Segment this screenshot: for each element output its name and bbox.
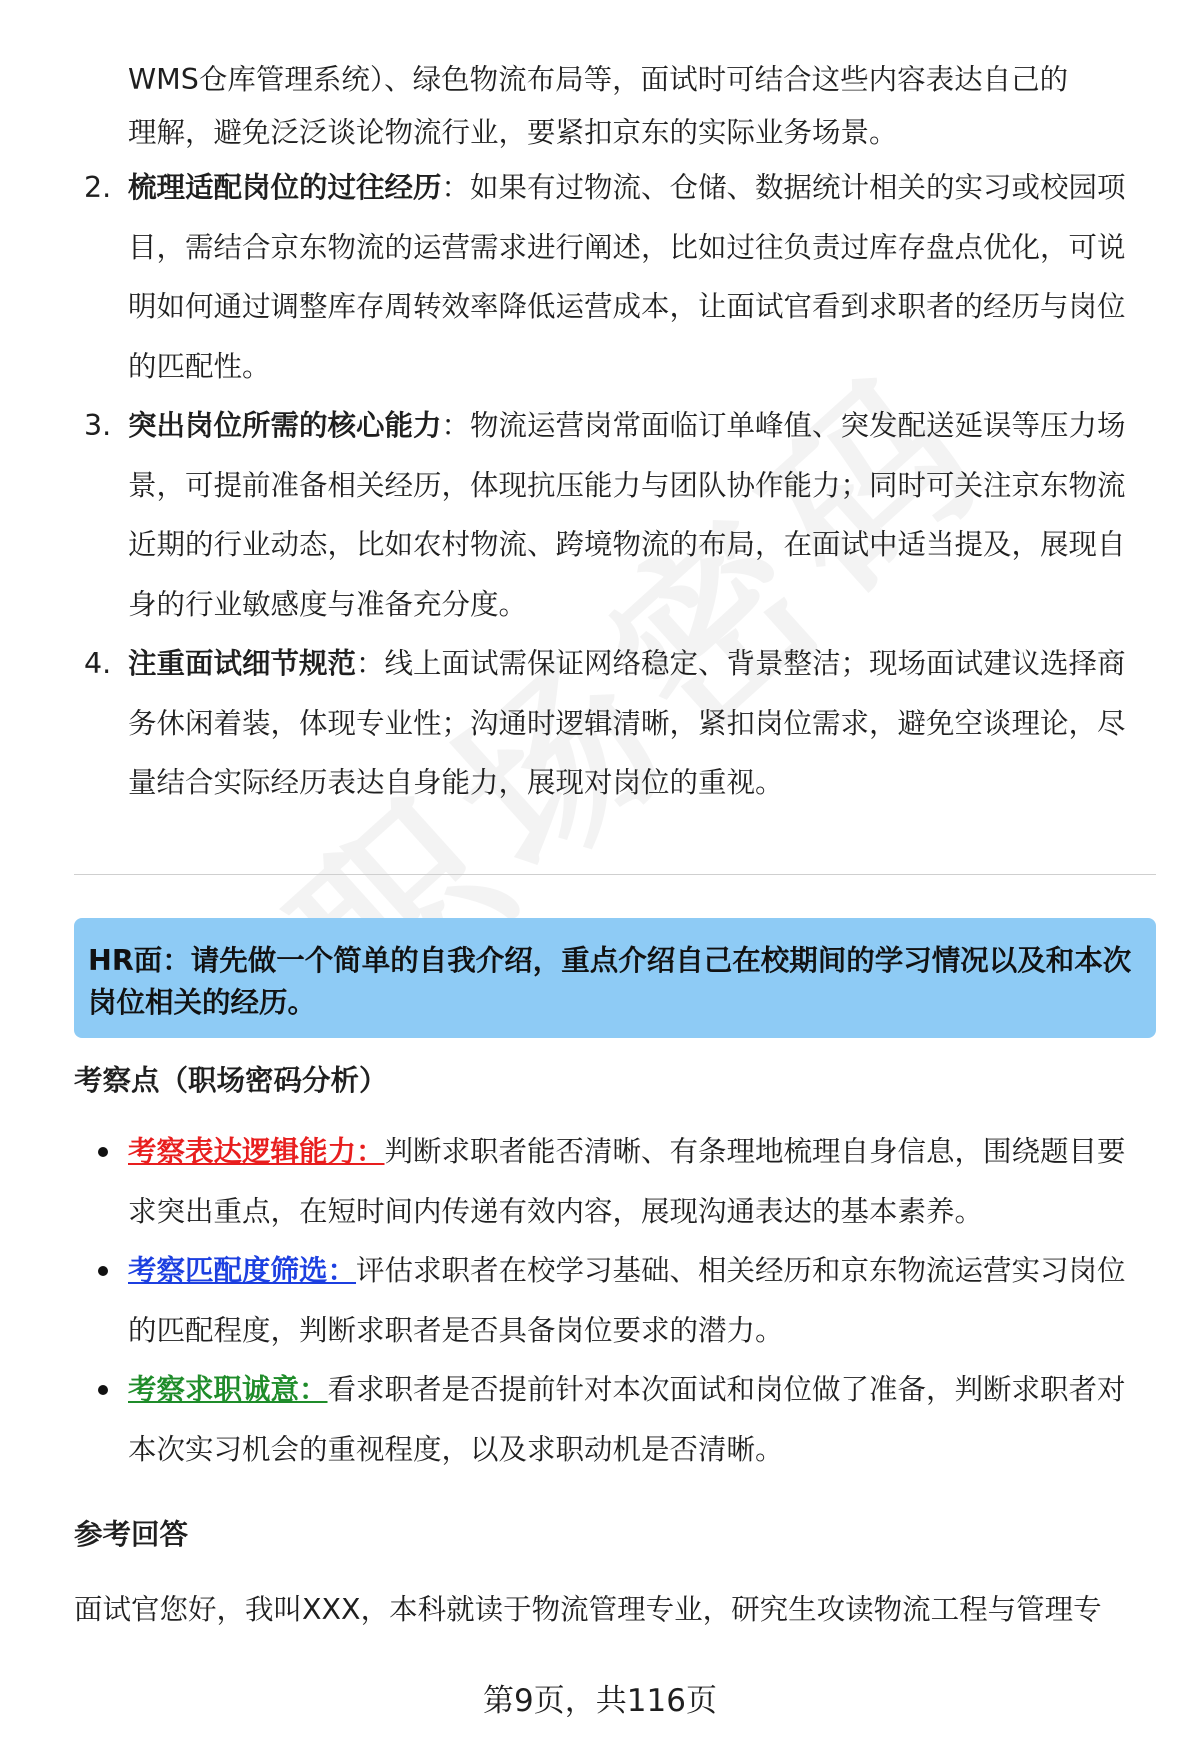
tip-item: [0, 158, 1148, 396]
tip-title: 突出岗位所需的核心能力: [128, 409, 442, 442]
analysis-item: [0, 1360, 1148, 1479]
question-text: HR面：请先做一个简单的自我介绍，重点介绍自己在校期间的学习情况以及和本次岗位相关的经历。: [88, 944, 1132, 1019]
intro-line-1: WMS仓库管理系统）、绿色物流布局等，面试时可结合这些内容表达自己的: [128, 63, 1069, 96]
analysis-text: 评估求职者在校学习基础、相关经历和京东物流运营实习岗位的匹配程度，判断求职者是否具备岗位要求的潜力。: [128, 1254, 1126, 1347]
analysis-label: 考察表达逻辑能力：: [128, 1135, 385, 1168]
analysis-item: [0, 1241, 1148, 1360]
section-divider: [74, 874, 1156, 875]
tip-text: ：线上面试需保证网络稳定、背景整洁；现场面试建议选择商务休闲着装，体现专业性；沟通时逻辑清晰，紧扣岗位需求，避免空谈理论，尽量结合实际经历表达自身能力，展现对岗位的重视。: [128, 647, 1126, 799]
tip-number: 4.: [84, 647, 112, 680]
intro-line-2: 理解，避免泛泛谈论物流行业，要紧扣京东的实际业务场景。: [128, 116, 898, 149]
tip-text: ：物流运营岗常面临订单峰值、突发配送延误等压力场景，可提前准备相关经历，体现抗压能力与团队协作能力；同时可关注京东物流近期的行业动态，比如农村物流、跨境物流的布局，在面试中适当提及，展现自身的行业敏感度与准备充分度。: [128, 409, 1126, 621]
answer-heading: 参考回答: [74, 1518, 189, 1551]
tip-number: 3.: [84, 409, 112, 442]
analysis-list: [0, 1122, 1200, 1479]
tips-list: [0, 158, 1200, 813]
bullet-icon: [98, 1147, 108, 1157]
bullet-icon: [98, 1266, 108, 1276]
tip-number: 2.: [84, 171, 112, 204]
analysis-label: 考察匹配度筛选：: [128, 1254, 357, 1287]
tip-title: 梳理适配岗位的过往经历: [128, 171, 442, 204]
analysis-item: [0, 1122, 1148, 1241]
tip-text: ：如果有过物流、仓储、数据统计相关的实习或校园项目，需结合京东物流的运营需求进行阐述，比如过往负责过库存盘点优化，可说明如何通过调整库存周转效率降低运营成本，让面试官看到求职者的经历与岗位的匹配性。: [128, 171, 1126, 383]
question-box: [74, 918, 1156, 1038]
analysis-label: 考察求职诚意：: [128, 1373, 328, 1406]
bullet-icon: [98, 1385, 108, 1395]
analysis-text: 判断求职者能否清晰、有条理地梳理自身信息，围绕题目要求突出重点，在短时间内传递有效内容，展现沟通表达的基本素养。: [128, 1135, 1126, 1228]
page-footer: 第9页，共116页: [483, 1683, 717, 1719]
tip-item: [0, 396, 1148, 634]
tip-item: [0, 634, 1148, 813]
tip-title: 注重面试细节规范: [128, 647, 357, 680]
analysis-text: 看求职者是否提前针对本次面试和岗位做了准备，判断求职者对本次实习机会的重视程度，以及求职动机是否清晰。: [128, 1373, 1126, 1466]
answer-text: 面试官您好，我叫XXX，本科就读于物流管理专业，研究生攻读物流工程与管理专: [74, 1593, 1102, 1626]
analysis-heading: 考察点（职场密码分析）: [74, 1064, 388, 1097]
